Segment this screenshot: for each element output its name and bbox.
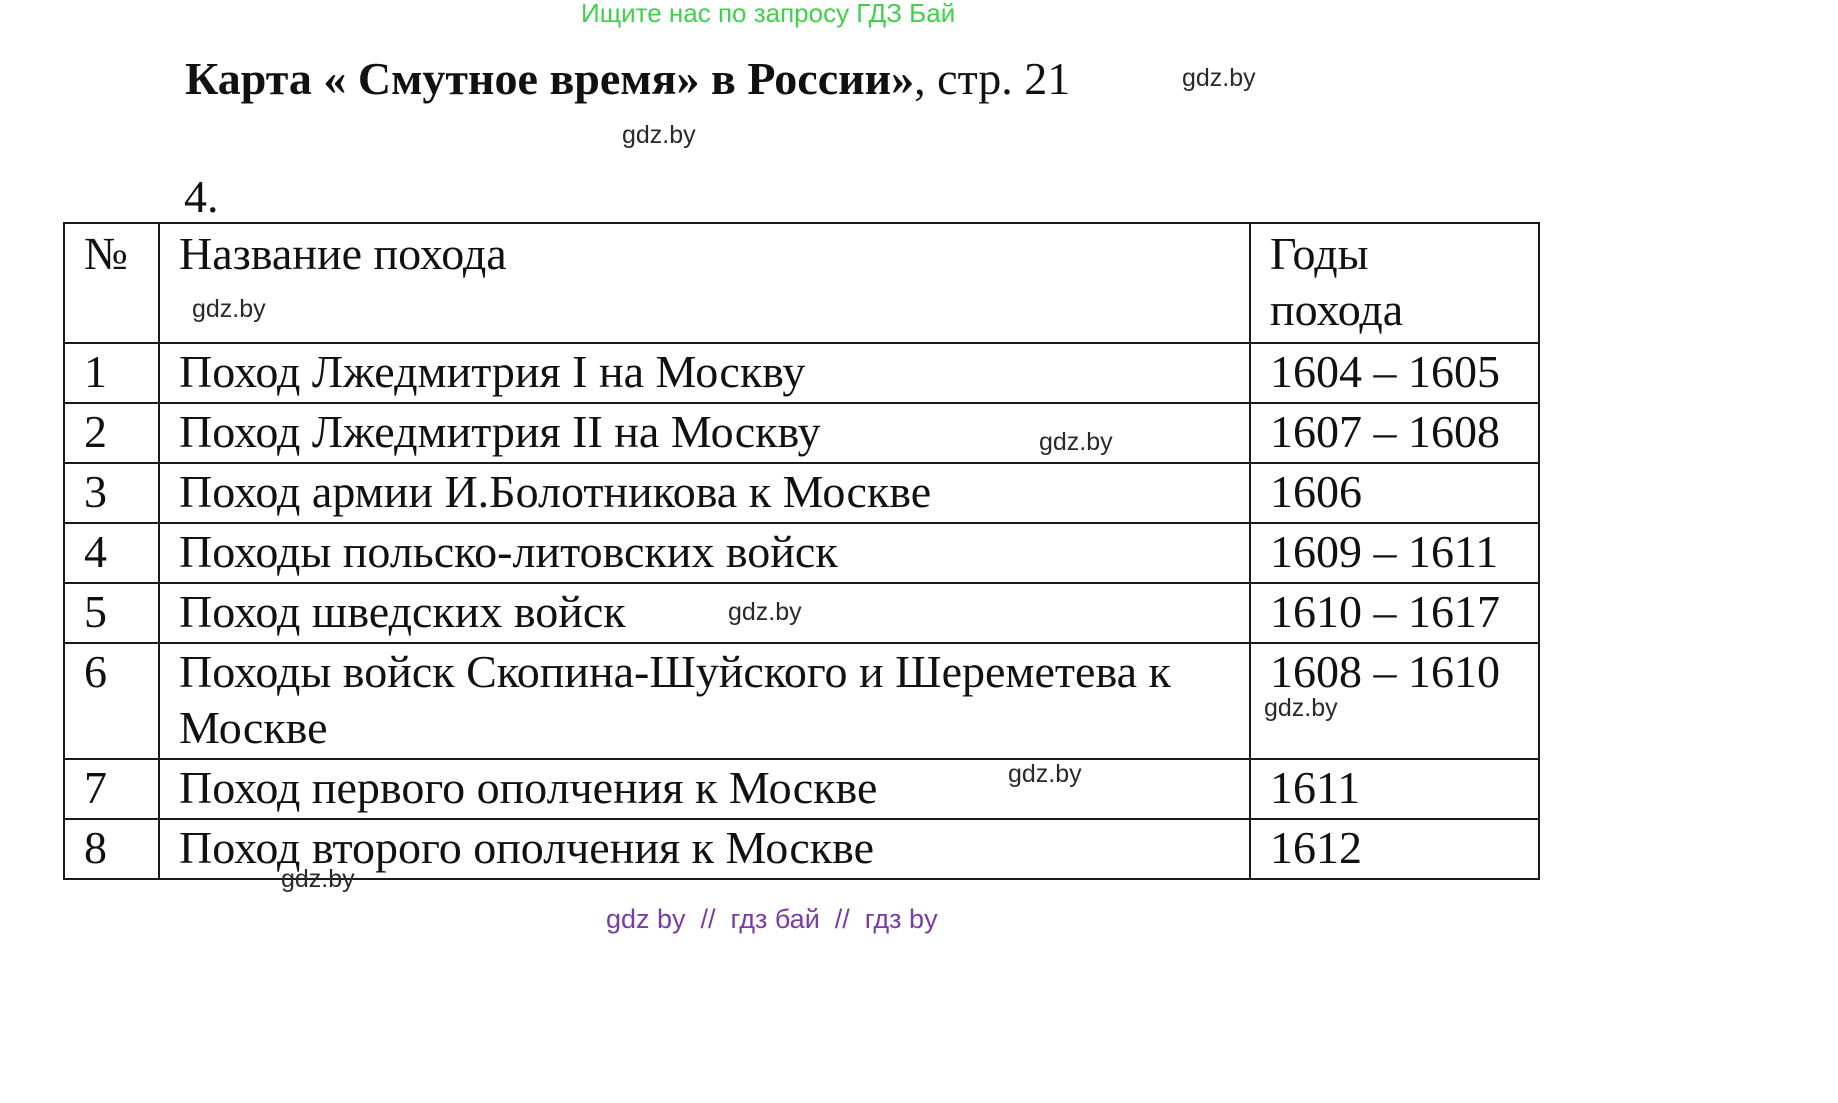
title-bold-part: Карта « Смутное время» в России» bbox=[185, 53, 915, 104]
row-number: 3 bbox=[64, 463, 159, 523]
row-number: 8 bbox=[64, 819, 159, 879]
campaign-years: 1608 – 1610 bbox=[1250, 643, 1539, 759]
search-banner: Ищите нас по запросу ГДЗ Бай bbox=[581, 0, 956, 28]
campaign-years: 1610 – 1617 bbox=[1250, 583, 1539, 643]
campaign-name: Походы польско-литовских войск bbox=[159, 523, 1250, 583]
header-number: № bbox=[64, 223, 159, 343]
row-number: 4 bbox=[64, 523, 159, 583]
campaign-name: Поход армии И.Болотникова к Москве bbox=[159, 463, 1250, 523]
footer-watermark: gdz by // гдз бай // гдз by bbox=[606, 904, 938, 934]
table-row bbox=[64, 463, 1539, 523]
row-number: 7 bbox=[64, 759, 159, 819]
page-title bbox=[185, 52, 1070, 105]
table-row bbox=[64, 759, 1539, 819]
table-row bbox=[64, 403, 1539, 463]
header-years: Годы похода bbox=[1250, 223, 1539, 343]
row-number: 6 bbox=[64, 643, 159, 759]
campaigns-table bbox=[63, 222, 1540, 880]
campaign-name: Поход Лжедмитрия I на Москву bbox=[159, 343, 1250, 403]
row-number: 1 bbox=[64, 343, 159, 403]
row-number: 5 bbox=[64, 583, 159, 643]
watermark: gdz.by bbox=[281, 865, 355, 893]
title-page-ref: , стр. 21 bbox=[914, 53, 1071, 104]
watermark: gdz.by bbox=[192, 295, 266, 323]
watermark: gdz.by bbox=[1008, 760, 1082, 788]
campaign-name: Поход Лжедмитрия II на Москву bbox=[159, 403, 1250, 463]
watermark: gdz.by bbox=[1039, 428, 1113, 456]
row-number: 2 bbox=[64, 403, 159, 463]
campaign-name: Поход шведских войск bbox=[159, 583, 1250, 643]
header-campaign-name: Название похода bbox=[159, 223, 1250, 343]
campaign-name: Походы войск Скопина-Шуйского и Шереметева к Москве bbox=[159, 643, 1250, 759]
table-row bbox=[64, 523, 1539, 583]
campaign-name: Поход второго ополчения к Москве bbox=[159, 819, 1250, 879]
task-number: 4. bbox=[184, 171, 219, 222]
watermark: gdz.by bbox=[1264, 694, 1338, 722]
table-header-row bbox=[64, 223, 1539, 343]
watermark: gdz.by bbox=[728, 598, 802, 626]
campaign-years: 1609 – 1611 bbox=[1250, 523, 1539, 583]
campaign-years: 1604 – 1605 bbox=[1250, 343, 1539, 403]
campaign-years: 1607 – 1608 bbox=[1250, 403, 1539, 463]
campaign-years: 1612 bbox=[1250, 819, 1539, 879]
campaign-name: Поход первого ополчения к Москве bbox=[159, 759, 1250, 819]
watermark: gdz.by bbox=[622, 121, 696, 149]
table-row bbox=[64, 343, 1539, 403]
watermark: gdz.by bbox=[1182, 64, 1256, 92]
campaign-years: 1611 bbox=[1250, 759, 1539, 819]
campaign-years: 1606 bbox=[1250, 463, 1539, 523]
